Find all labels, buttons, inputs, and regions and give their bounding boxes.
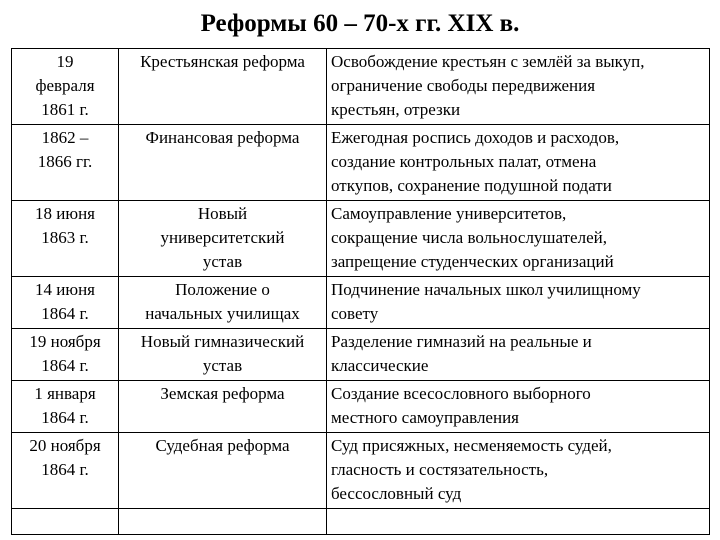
reform-content-line: ограничение свободы передвижения [331,76,596,95]
date-cell [12,49,119,125]
date-cell [12,277,119,329]
table-row [12,381,710,433]
reform-content-line: совету [331,304,379,323]
reform-name-cell [119,277,327,329]
date-line: 18 июня [35,204,95,223]
reform-content-line: сокращение числа вольнослушателей, [331,228,607,247]
reform-content-line: местного самоуправления [331,408,519,427]
reform-name-line: Земская реформа [160,384,285,403]
reforms-table [11,48,710,535]
reform-name-line: Финансовая реформа [145,128,300,147]
reform-name-cell [119,201,327,277]
table-row [12,433,710,509]
reform-name-line: начальных училищах [145,304,300,323]
reform-content-cell [327,125,710,201]
date-line: 1864 г. [41,304,89,323]
reform-name-line: устав [202,252,243,271]
reform-name-line: Новый гимназический [140,332,305,351]
reform-name-cell [119,49,327,125]
date-line: 1864 г. [41,408,89,427]
table-row [12,49,710,125]
reform-content-cell [327,201,710,277]
reform-name-cell [119,125,327,201]
date-line: 1 января [34,384,96,403]
date-line: 1862 – [41,128,89,147]
date-line: 14 июня [35,280,95,299]
date-line: 1864 г. [41,356,89,375]
reform-name-line: университетский [160,228,285,247]
reform-content-line: классические [331,356,429,375]
reform-content-cell [327,49,710,125]
reform-name-line: Крестьянская реформа [140,52,305,71]
date-line: 1863 г. [41,228,89,247]
reform-content-cell [327,433,710,509]
reform-content-line: Суд присяжных, несменяемость судей, [331,436,612,455]
date-cell [12,381,119,433]
reform-content-line: Создание всесословного выборного [331,384,591,403]
page-title: Реформы 60 – 70-х гг. XIX в. [200,10,520,37]
reform-content-line: Ежегодная роспись доходов и расходов, [331,128,620,147]
date-line: 1861 г. [41,100,89,119]
date-line: 19 [56,52,74,71]
reform-content-cell [327,381,710,433]
reform-name-cell [119,329,327,381]
reform-name-line: устав [202,356,243,375]
reform-content-cell [327,509,710,535]
reform-content-line: Освобождение крестьян с землёй за выкуп, [331,52,645,71]
reform-content-line: гласность и состязательность, [331,460,549,479]
reform-content-line: Разделение гимназий на реальные и [331,332,592,351]
date-line: 1864 г. [41,460,89,479]
table-row [12,201,710,277]
reform-content-line: Подчинение начальных школ училищному [331,280,641,299]
reform-name-line: Положение о [175,280,270,299]
table-row [12,329,710,381]
reform-name-cell [119,433,327,509]
reform-content-line: запрещение студенческих организаций [331,252,614,271]
reform-content-line: Самоуправление университетов, [331,204,567,223]
reform-name-cell [119,381,327,433]
reform-content-cell [327,329,710,381]
table-row [12,125,710,201]
table-row [12,277,710,329]
date-line: 19 ноября [29,332,101,351]
reform-name-line: Судебная реформа [155,436,290,455]
date-line: 20 ноября [29,436,101,455]
reform-content-line: бессословный суд [331,484,462,503]
date-line: 1866 гг. [37,152,93,171]
date-cell [12,201,119,277]
reform-content-cell [327,277,710,329]
date-line: февраля [35,76,95,95]
reform-content-line: крестьян, отрезки [331,100,461,119]
date-cell [12,125,119,201]
date-cell [12,509,119,535]
date-cell [12,329,119,381]
reform-name-cell [119,509,327,535]
date-cell [12,433,119,509]
reform-name-line: Новый [197,204,248,223]
table-row-cut-off [12,509,710,535]
reform-content-line: создание контрольных палат, отмена [331,152,597,171]
reform-content-line: откупов, сохранение подушной подати [331,176,612,195]
